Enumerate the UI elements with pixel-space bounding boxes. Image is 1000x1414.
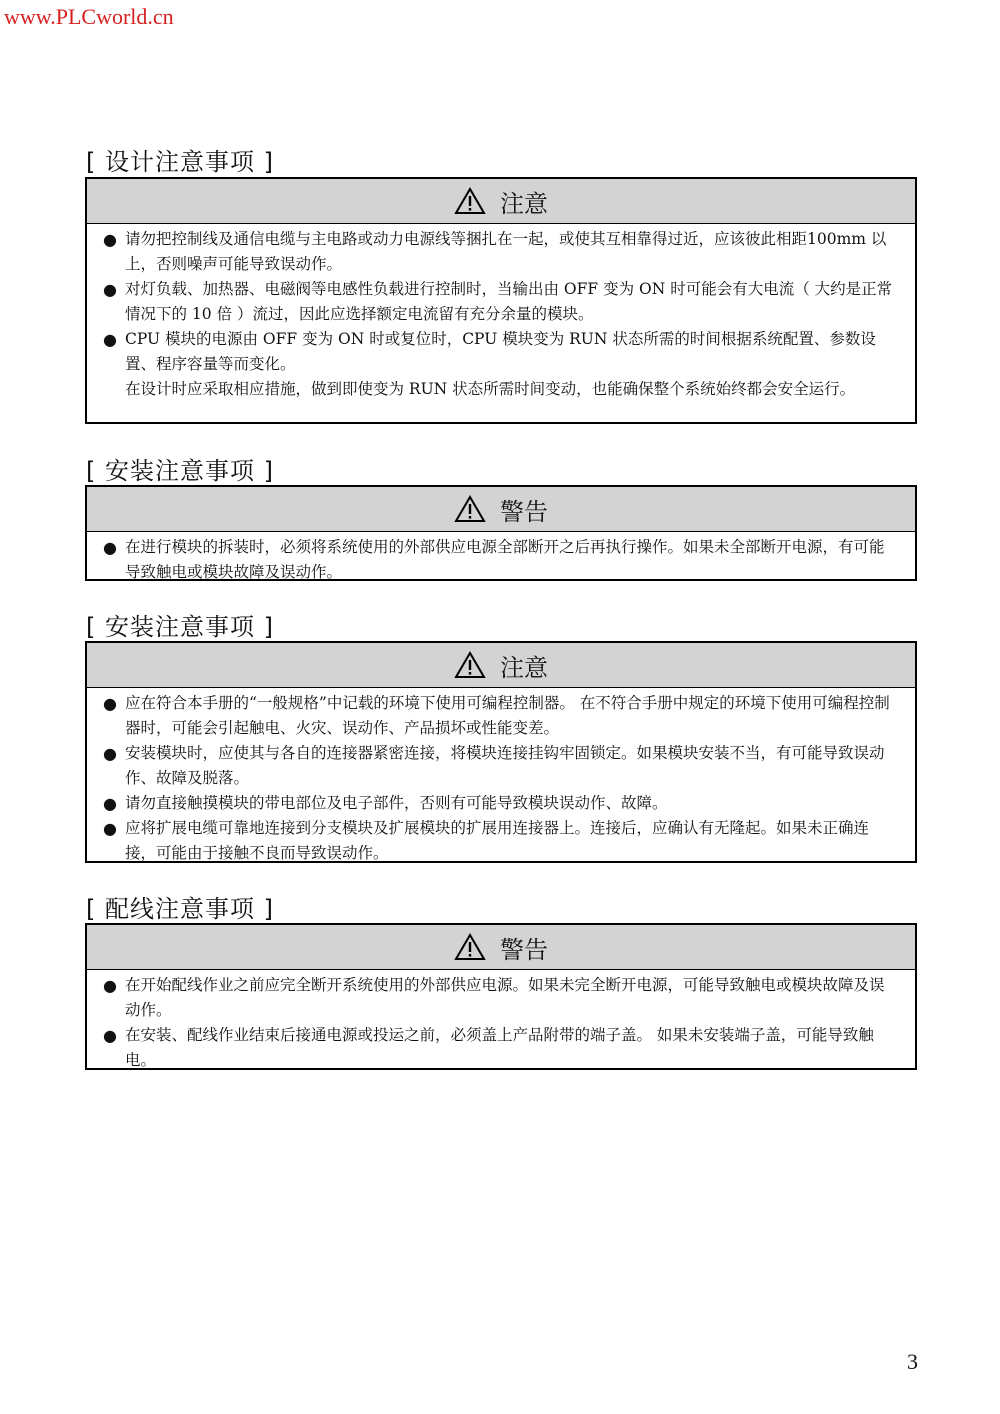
item-text: 在安装、配线作业结束后接通电源或投运之前，必须盖上产品附带的端子盖。 如果未安装端子盖，可能导致触电。 — [125, 1026, 874, 1069]
list-item — [103, 227, 899, 277]
item-text: 应将扩展电缆可靠地连接到分支模块及扩展模块的扩展用连接器上。连接后，应确认有无隆起。如果未正确连接，可能由于接触不良而导致误动作。 — [125, 819, 870, 862]
box-header-label: 注意 — [500, 189, 548, 218]
box-header — [87, 643, 915, 688]
box-header-label: 警告 — [500, 497, 548, 526]
list-item — [103, 1023, 899, 1073]
caution-box-install — [85, 641, 917, 863]
box-header-label: 注意 — [500, 653, 548, 682]
item-text: 在开始配线作业之前应完全断开系统使用的外部供应电源。如果未完全断开电源，可能导致触电或模块故障及误动作。 — [125, 976, 885, 1019]
list-item — [103, 327, 899, 377]
section-title-install-warning: [ 安装注意事项 ] — [86, 457, 274, 485]
bullet: ● — [103, 794, 117, 813]
section-title-wiring-warning: [ 配线注意事项 ] — [86, 895, 274, 923]
bullet: ● — [103, 280, 117, 299]
section-title-design: [ 设计注意事项 ] — [86, 148, 274, 176]
list-item — [103, 535, 899, 585]
list-item — [103, 816, 899, 866]
list-item — [103, 691, 899, 741]
watermark: www.PLCworld.cn — [4, 4, 174, 29]
warning-triangle-icon — [454, 495, 486, 523]
warning-box-install — [85, 485, 917, 581]
page-number: 3 — [907, 1349, 918, 1374]
bullet: ● — [103, 819, 117, 838]
section-title-install-caution: [ 安装注意事项 ] — [86, 613, 274, 641]
warning-triangle-icon — [454, 651, 486, 679]
item-text: 安装模块时，应使其与各自的连接器紧密连接，将模块连接挂钩牢固锁定。如果模块安装不当，有可能导致误动作、故障及脱落。 — [125, 744, 885, 787]
box-header-label: 警告 — [500, 935, 548, 964]
list-item — [103, 377, 899, 402]
item-text: 在设计时应采取相应措施，做到即使变为 RUN 状态所需时间变动，也能确保整个系统始终都会安全运行。 — [125, 380, 856, 398]
warning-box-wiring — [85, 923, 917, 1070]
bullet: ● — [103, 694, 117, 713]
item-text: 应在符合本手册的“一般规格”中记载的环境下使用可编程控制器。 在不符合手册中规定的环境下使用可编程控制器时，可能会引起触电、火灾、误动作、产品损坏或性能变差。 — [125, 694, 890, 737]
warning-triangle-icon — [454, 187, 486, 215]
bullet: ● — [103, 230, 117, 249]
list-item — [103, 973, 899, 1023]
item-text: CPU 模块的电源由 OFF 变为 ON 时或复位时，CPU 模块变为 RUN 状态所需的时间根据系统配置、参数设置、程序容量等而变化。 — [125, 330, 876, 373]
box-header — [87, 179, 915, 224]
bullet: ● — [103, 976, 117, 995]
bullet: ● — [103, 744, 117, 763]
bullet: ● — [103, 1026, 117, 1045]
caution-box-design — [85, 177, 917, 424]
bullet: ● — [103, 538, 117, 557]
item-text: 请勿直接触摸模块的带电部位及电子部件，否则有可能导致模块误动作、故障。 — [125, 794, 668, 812]
bullet — [103, 377, 125, 402]
bullet: ● — [103, 330, 117, 349]
list-item — [103, 791, 899, 816]
item-text: 在进行模块的拆装时，必须将系统使用的外部供应电源全部断开之后再执行操作。如果未全部断开电源，有可能导致触电或模块故障及误动作。 — [125, 538, 885, 581]
warning-triangle-icon — [454, 933, 486, 961]
list-item — [103, 741, 899, 791]
item-text: 对灯负载、加热器、电磁阀等电感性负载进行控制时，当输出由 OFF 变为 ON 时可能会有大电流（ 大约是正常情况下的 10 倍 ）流过，因此应选择额定电流留有充分余量的模块。 — [125, 280, 893, 323]
box-header — [87, 925, 915, 970]
box-header — [87, 487, 915, 532]
item-text: 请勿把控制线及通信电缆与主电路或动力电源线等捆扎在一起，或使其互相靠得过近，应该彼此相距100mm 以上，否则噪声可能导致误动作。 — [125, 230, 887, 273]
list-item — [103, 277, 899, 327]
